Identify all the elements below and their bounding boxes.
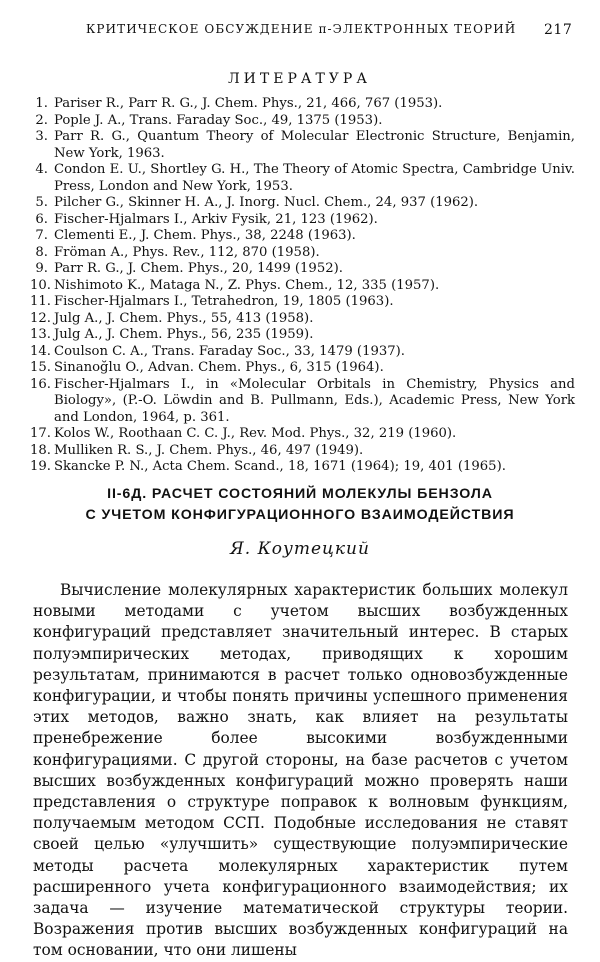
- reference-number: 9.: [35, 261, 48, 276]
- reference-item: [30, 129, 575, 162]
- reference-text: Fischer-Hjalmars I., in «Molecular Orbitals in Chemistry, Physics and Biology», (P.-O. Löwdin and B. Pullmann, Eds.), Academic Press, New York and London, 1964, p. 361.: [54, 376, 575, 425]
- reference-text: Coulson C. A., Trans. Faraday Soc., 33, 1479 (1937).: [54, 343, 405, 359]
- reference-number: 16.: [30, 376, 51, 392]
- reference-text: Nishimoto K., Mataga N., Z. Phys. Chem., 12, 335 (1957).: [54, 277, 440, 293]
- reference-number: 4.: [35, 162, 48, 177]
- reference-number: 14.: [30, 343, 51, 359]
- reference-text: Parr R. G., J. Chem. Phys., 20, 1499 (1952).: [54, 261, 343, 276]
- reference-item: [30, 311, 575, 328]
- reference-text: Pariser R., Parr R. G., J. Chem. Phys., 21, 466, 767 (1953).: [54, 96, 443, 111]
- reference-number: 18.: [30, 442, 51, 458]
- reference-text: Fröman A., Phys. Rev., 112, 870 (1958).: [54, 244, 320, 260]
- running-head: КРИТИЧЕСКОЕ ОБСУЖДЕНИЕ π-ЭЛЕКТРОННЫХ ТЕОРИЙ: [86, 22, 517, 36]
- references-title: ЛИТЕРАТУРА: [228, 71, 371, 87]
- reference-item: [30, 195, 575, 212]
- reference-text: Kolos W., Roothaan C. C. J., Rev. Mod. Phys., 32, 219 (1960).: [54, 426, 457, 441]
- reference-number: 10.: [30, 277, 51, 293]
- reference-item: [30, 377, 575, 427]
- reference-text: Parr R. G., Quantum Theory of Molecular Electronic Structure, Benjamin, New York, 1963.: [54, 129, 575, 161]
- author-name: Я. Коутецкий: [230, 539, 370, 559]
- reference-text: Julg A., J. Chem. Phys., 56, 235 (1959).: [54, 327, 314, 342]
- reference-item: [30, 261, 575, 278]
- reference-number: 5.: [35, 195, 48, 210]
- reference-item: [30, 459, 575, 476]
- reference-item: [30, 212, 575, 229]
- reference-item: [30, 162, 575, 195]
- reference-text: Pilcher G., Skinner H. A., J. Inorg. Nucl. Chem., 24, 937 (1962).: [54, 195, 479, 210]
- reference-number: 1.: [35, 96, 48, 111]
- reference-number: 11.: [30, 294, 51, 309]
- reference-text: Fischer-Hjalmars I., Tetrahedron, 19, 1805 (1963).: [54, 294, 394, 309]
- reference-number: 17.: [30, 426, 51, 441]
- reference-text: Sinanoğlu O., Advan. Chem. Phys., 6, 315 (1964).: [54, 360, 384, 375]
- reference-text: Skancke P. N., Acta Chem. Scand., 18, 1671 (1964); 19, 401 (1965).: [54, 459, 506, 474]
- reference-item: [30, 245, 575, 262]
- reference-number: 2.: [35, 112, 48, 128]
- page-number: 217: [544, 22, 573, 38]
- reference-text: Julg A., J. Chem. Phys., 55, 413 (1958).: [54, 310, 314, 326]
- reference-number: 3.: [35, 129, 48, 144]
- reference-text: Mulliken R. S., J. Chem. Phys., 46, 497 (1949).: [54, 442, 364, 458]
- reference-number: 7.: [35, 228, 48, 243]
- body-paragraph: Вычисление молекулярных характеристик больших молекул новыми методами с учетом высших возбужденных конфигураций представляет значительный интерес. В старых полуэмпирических методах, приводящих к хорошим результатам, принимаются в расчет только одновозбужденные конфигурации, и чтобы понять причины успешного применения этих методов, важно знать, как влияет на результаты пренебрежение более высокими возбужденными конфигурациями. С другой стороны, на базе расчетов с учетом высших возбужденных конфигураций можно проверять наши представления о структуре поправок к волновым функциям, получаемым методом ССП. Подобные исследования не ставят своей целью «улучшить» существующие полуэмпирические методы расчета молекулярных характеристик путем расширенного учета конфигурационного взаимодействия; их задача — изучение математической структуры теории. Возражения против высших возбужденных конфигураций на том основании, что они лишены: [33, 581, 568, 960]
- reference-item: [30, 327, 575, 344]
- references-list: [30, 96, 575, 476]
- reference-item: [30, 426, 575, 443]
- reference-number: 6.: [35, 211, 48, 227]
- reference-number: 12.: [30, 310, 51, 326]
- section-title-line-2: С УЧЕТОМ КОНФИГУРАЦИОННОГО ВЗАИМОДЕЙСТВИЯ: [85, 507, 515, 523]
- reference-number: 19.: [30, 459, 51, 474]
- reference-number: 15.: [30, 360, 51, 375]
- reference-item: [30, 228, 575, 245]
- reference-item: [30, 113, 575, 130]
- reference-item: [30, 443, 575, 460]
- reference-text: Clementi E., J. Chem. Phys., 38, 2248 (1963).: [54, 228, 356, 243]
- reference-text: Condon E. U., Shortley G. H., The Theory of Atomic Spectra, Cambridge Univ. Press, London and New York, 1953.: [54, 162, 575, 194]
- section-title-line-1: II-6Д. РАСЧЕТ СОСТОЯНИЙ МОЛЕКУЛЫ БЕНЗОЛА: [107, 486, 493, 502]
- reference-number: 13.: [30, 327, 51, 342]
- reference-item: [30, 278, 575, 295]
- reference-text: Pople J. A., Trans. Faraday Soc., 49, 1375 (1953).: [54, 112, 383, 128]
- reference-number: 8.: [35, 244, 48, 260]
- reference-item: [30, 294, 575, 311]
- reference-text: Fischer-Hjalmars I., Arkiv Fysik, 21, 123 (1962).: [54, 211, 378, 227]
- reference-item: [30, 96, 575, 113]
- reference-item: [30, 360, 575, 377]
- reference-item: [30, 344, 575, 361]
- section-title: [0, 484, 600, 526]
